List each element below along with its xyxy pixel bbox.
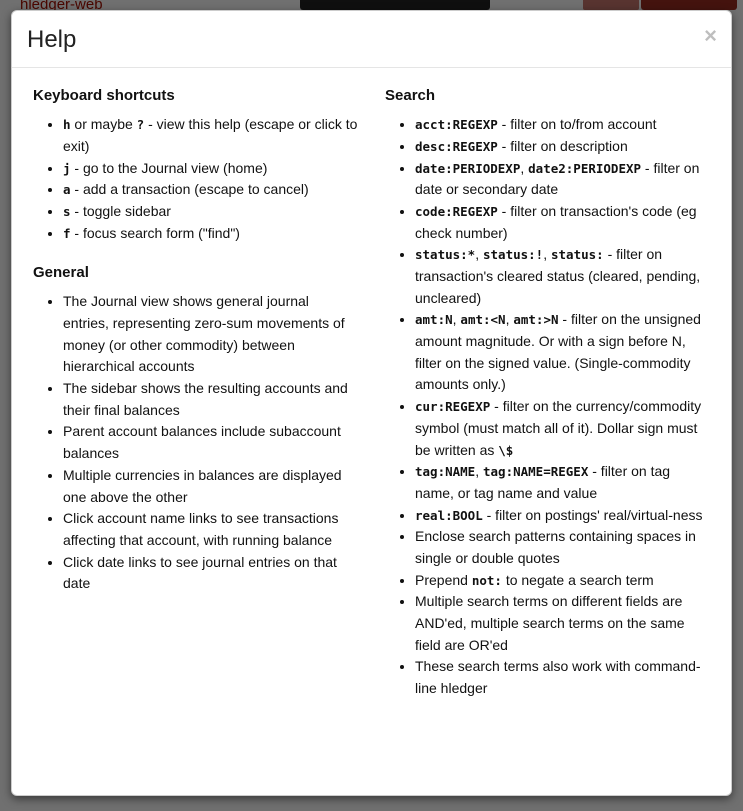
list-item — [415, 505, 710, 527]
list-item — [415, 656, 710, 699]
list-item-text: - filter on tag name, or tag name and value — [415, 463, 671, 501]
list-item-text: - go to the Journal view (home) — [70, 159, 268, 176]
inline-code: status: — [551, 247, 604, 263]
list-item-text: - filter on description — [497, 137, 628, 154]
inline-code: acct:REGEXP — [415, 117, 498, 133]
inline-code: code:REGEXP — [415, 203, 498, 219]
list-item-text: - filter on to/from account — [497, 116, 657, 133]
modal-body — [12, 68, 731, 730]
list-item-text: - filter on postings' real/virtual-ness — [482, 506, 703, 523]
help-list — [385, 114, 710, 700]
list-item — [63, 201, 358, 223]
list-item-text: - filter on the unsigned amount magnitude. Or with a sign before N, filter on the signed value. (Single-commodity amounts only.) — [415, 311, 701, 393]
list-item — [63, 552, 358, 595]
list-item-text: Prepend — [415, 571, 472, 588]
list-item — [63, 465, 358, 508]
section-heading: Search — [385, 87, 436, 105]
list-item — [63, 291, 358, 378]
list-item — [415, 461, 710, 504]
list-item — [63, 378, 358, 421]
inline-code: ? — [136, 117, 145, 133]
inline-code: desc:REGEXP — [415, 138, 498, 154]
list-item — [415, 526, 710, 569]
inline-code: date:PERIODEXP — [415, 160, 521, 176]
list-item — [63, 508, 358, 551]
list-item-text: - add a transaction (escape to cancel) — [70, 181, 309, 198]
section-heading: General — [33, 264, 89, 282]
list-item-text: , — [543, 246, 551, 263]
list-item — [415, 158, 710, 201]
list-item-text: , — [505, 311, 514, 328]
inline-code: amt:N — [415, 312, 453, 328]
list-item-text: - toggle sidebar — [70, 202, 171, 219]
list-item-text: to negate a search term — [501, 571, 654, 588]
modal-header — [12, 11, 731, 68]
list-item-text: Enclose search patterns containing spaces in single or double quotes — [415, 528, 696, 566]
inline-code: j — [63, 160, 71, 176]
list-item — [415, 591, 710, 656]
close-icon[interactable]: × — [704, 23, 717, 48]
list-item — [415, 570, 710, 592]
list-item — [63, 179, 358, 201]
list-item — [63, 421, 358, 464]
list-item-text: , — [475, 246, 483, 263]
list-item-text: Parent account balances include subaccount balances — [63, 423, 341, 462]
section-heading: Keyboard shortcuts — [33, 87, 175, 105]
inline-code: tag:NAME=REGEX — [483, 464, 589, 480]
list-item-text: , — [475, 463, 483, 480]
list-item-text: The Journal view shows general journal entries, representing zero-sum movements of money (or other commodity) between hierarchical accounts — [63, 293, 345, 375]
list-item — [63, 223, 358, 245]
help-list — [33, 291, 358, 595]
list-item — [63, 114, 358, 157]
inline-code: tag:NAME — [415, 464, 476, 480]
list-item-text: These search terms also work with command-line hledger — [415, 658, 701, 697]
list-item-text: Multiple currencies in balances are displayed one above the other — [63, 466, 342, 505]
list-item-text: Click account name links to see transactions affecting that account, with running balance — [63, 510, 339, 548]
inline-code: s — [63, 203, 71, 219]
list-item-text: Click date links to see journal entries on that date — [63, 553, 337, 592]
help-column-right — [385, 87, 710, 710]
inline-code: status:! — [483, 247, 544, 263]
list-item-text: Multiple search terms on different fields are AND'ed, multiple search terms on the same field are OR'ed — [415, 593, 685, 653]
list-item-text: - filter on the currency/commodity symbol (must match all of it). Dollar sign must be written as — [415, 398, 702, 458]
list-item-text: - filter on transaction's cleared status (cleared, pending, uncleared) — [415, 246, 701, 306]
list-item-text: , — [452, 311, 461, 328]
inline-code: status:* — [415, 247, 476, 263]
help-column-left — [33, 87, 358, 710]
list-item-text: - focus search form ("find") — [70, 224, 240, 241]
inline-code: date2:PERIODEXP — [528, 160, 642, 176]
inline-code: a — [63, 182, 71, 198]
list-item — [415, 244, 710, 309]
list-item-text: - filter on transaction's code (eg check number) — [415, 202, 697, 241]
inline-code: amt:<N — [460, 312, 506, 328]
list-item — [415, 201, 710, 244]
modal-title: Help — [27, 26, 77, 53]
list-item — [415, 136, 710, 158]
list-item — [415, 396, 710, 461]
inline-code: cur:REGEXP — [415, 399, 491, 415]
inline-code: \$ — [498, 442, 514, 458]
inline-code: amt:>N — [513, 312, 559, 328]
list-item — [415, 114, 710, 136]
inline-code: real:BOOL — [415, 507, 483, 523]
list-item — [63, 158, 358, 180]
list-item-text: - view this help (escape or click to exit) — [63, 116, 358, 154]
help-modal — [11, 10, 732, 796]
inline-code: h — [63, 117, 71, 133]
list-item-text: The sidebar shows the resulting accounts and their final balances — [63, 380, 348, 418]
help-list — [33, 114, 358, 244]
list-item — [415, 309, 710, 396]
list-item-text: - filter on date or secondary date — [415, 159, 700, 198]
inline-code: f — [63, 225, 71, 241]
inline-code: not: — [471, 572, 502, 588]
list-item-text: or maybe — [70, 116, 137, 133]
list-item-text: , — [520, 159, 529, 176]
